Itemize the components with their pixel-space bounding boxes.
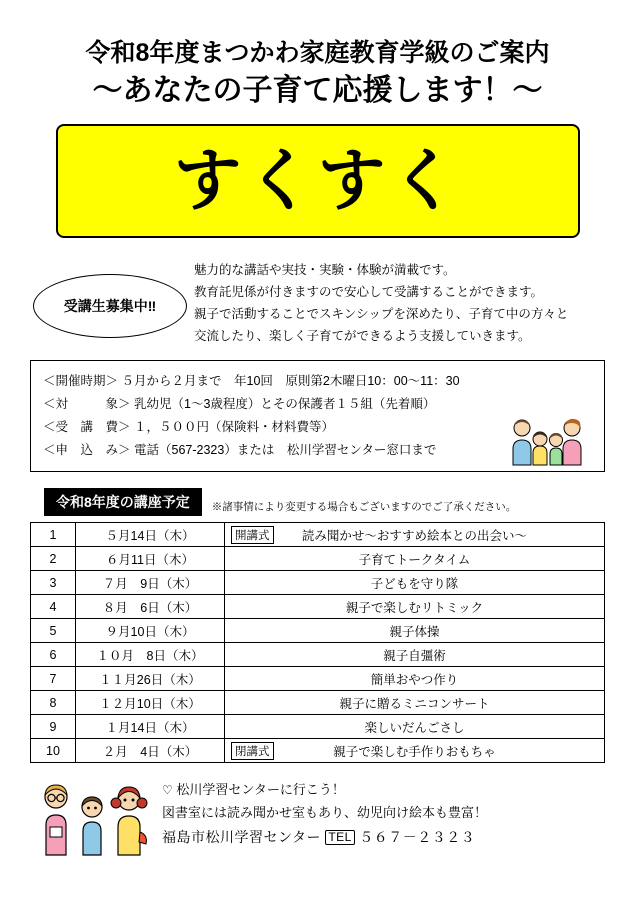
table-row <box>31 691 605 715</box>
row-title: 子どもを守り隊 <box>370 576 459 591</box>
footer-section <box>30 777 605 857</box>
info-row-target <box>43 393 592 416</box>
center-name: 福島市松川学習センター <box>162 828 321 845</box>
info-value-target: 乳幼児（1～3歳程度）とその保護者１５組（先着順） <box>134 396 436 411</box>
table-row <box>31 619 605 643</box>
info-label-fee: ＜受 講 費＞ <box>43 420 131 434</box>
table-row <box>31 595 605 619</box>
footer-line-2: 図書室には読み聞かせ室もあり、幼児向け絵本も豊富！ <box>162 805 488 820</box>
intro-line-4: 交流したり、楽しく子育てができるよう支援していきます。 <box>194 328 531 343</box>
info-value-fee: １，５００円（保険料・材料費等） <box>134 420 335 434</box>
row-date: １０月 8日（木） <box>76 643 225 667</box>
table-row <box>31 667 605 691</box>
row-title-cell <box>225 523 605 547</box>
program-name-box <box>56 124 580 238</box>
row-title-cell <box>225 715 605 739</box>
table-row <box>31 715 605 739</box>
children-illustration-icon <box>30 777 162 857</box>
row-no: 8 <box>31 691 76 715</box>
row-date: ２月 4日（木） <box>76 739 225 763</box>
row-date: １２月10日（木） <box>76 691 225 715</box>
header-title-line2: ～あなたの子育て応援します！～ <box>92 74 543 108</box>
info-label-target: ＜対 象＞ <box>43 396 131 411</box>
center-telephone: ５６７－２３２３ <box>359 828 476 845</box>
row-no: 1 <box>31 523 76 547</box>
recruit-badge <box>33 274 187 338</box>
table-row <box>31 571 605 595</box>
row-title: 親子自彊術 <box>383 648 446 663</box>
row-no: 4 <box>31 595 76 619</box>
heart-icon: ♡ <box>162 783 173 798</box>
schedule-title: 令和8年度の講座予定 <box>44 488 202 516</box>
info-value-period: ５月から２月まで 年10回 原則第2木曜日10：00～11：30 <box>121 373 460 388</box>
row-title-cell <box>225 739 605 763</box>
row-title: 子育てトークタイム <box>358 552 471 567</box>
row-date: １１月26日（木） <box>76 667 225 691</box>
telephone-icon: TEL <box>325 830 355 845</box>
row-date: ７月 9日（木） <box>76 571 225 595</box>
row-no: 9 <box>31 715 76 739</box>
row-badge: 開講式 <box>231 526 274 544</box>
row-title: 親子で楽しむリトミック <box>345 600 484 615</box>
intro-line-3: 親子で活動することでスキンシップを深めたり、子育て中の方々と <box>194 307 569 321</box>
table-row <box>31 523 605 547</box>
row-title: 親子で楽しむ手作りおもちゃ <box>333 744 496 759</box>
row-title-cell <box>225 691 605 715</box>
row-no: 5 <box>31 619 76 643</box>
row-no: 2 <box>31 547 76 571</box>
row-title: 親子体操 <box>389 624 440 639</box>
row-title: 読み聞かせ～おすすめ絵本との出会い～ <box>301 528 528 543</box>
row-date: ５月14日（木） <box>76 523 225 547</box>
schedule-table <box>30 522 605 763</box>
table-row <box>31 643 605 667</box>
header-title-line1: 令和8年度まつかわ家庭教育学級のご案内 <box>85 39 550 67</box>
row-no: 7 <box>31 667 76 691</box>
row-date: １月14日（木） <box>76 715 225 739</box>
row-date: ９月10日（木） <box>76 619 225 643</box>
info-label-period: ＜開催時期＞ <box>43 373 119 388</box>
family-illustration-icon <box>500 415 596 467</box>
row-title-cell <box>225 595 605 619</box>
intro-section <box>30 256 605 348</box>
row-no: 10 <box>31 739 76 763</box>
row-title-cell <box>225 571 605 595</box>
info-label-apply: ＜申 込 み＞ <box>43 443 131 458</box>
info-row-period <box>43 370 592 393</box>
footer-line-1 <box>162 779 605 802</box>
schedule-header <box>30 488 605 516</box>
footer-line-1-text: 松川学習センターに行こう！ <box>176 782 345 798</box>
row-no: 3 <box>31 571 76 595</box>
row-title-cell <box>225 619 605 643</box>
recruit-badge-wrap <box>30 256 190 338</box>
row-title: 親子に贈るミニコンサート <box>339 696 490 711</box>
row-badge: 閉講式 <box>231 742 274 760</box>
table-row <box>31 739 605 763</box>
row-no: 6 <box>31 643 76 667</box>
page-header <box>30 0 605 110</box>
info-value-apply: 電話（567-2323）または 松川学習センター窓口まで <box>134 443 437 458</box>
row-title: 簡単おやつ作り <box>370 672 459 687</box>
row-date: ６月11日（木） <box>76 547 225 571</box>
row-title-cell <box>225 643 605 667</box>
row-date: ８月 6日（木） <box>76 595 225 619</box>
row-title: 楽しいだんごさし <box>364 720 465 735</box>
row-title-cell <box>225 667 605 691</box>
footer-text <box>162 777 605 849</box>
table-row <box>31 547 605 571</box>
intro-text <box>190 256 605 348</box>
schedule-note: ※諸事情により変更する場合もございますのでご了承ください。 <box>211 501 517 514</box>
intro-line-1: 魅力的な講話や実技・実験・体験が満載です。 <box>194 263 456 278</box>
program-name-text: すくすく <box>173 143 462 220</box>
recruit-badge-label: 受講生募集中‼ <box>63 298 157 315</box>
footer-line-3 <box>162 825 605 850</box>
intro-line-2: 教育託児係が付きますので安心して受講することができます。 <box>194 285 544 300</box>
row-title-cell <box>225 547 605 571</box>
course-info-box <box>30 360 605 473</box>
